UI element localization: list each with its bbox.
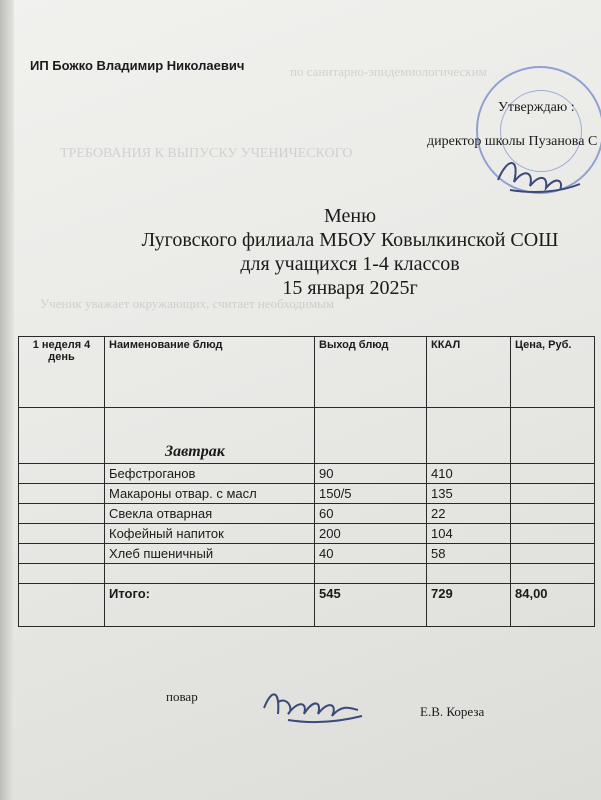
director-signature xyxy=(490,150,585,200)
table-row-empty xyxy=(19,564,595,584)
title-classes: для учащихся 1-4 классов xyxy=(240,253,460,275)
total-portion: 545 xyxy=(315,584,427,627)
dish-kcal: 410 xyxy=(427,464,511,484)
total-label: Итого: xyxy=(105,584,315,627)
director-line: директор школы Пузанова С xyxy=(427,134,598,149)
section-breakfast: Завтрак xyxy=(105,408,315,464)
dish-portion: 40 xyxy=(315,544,427,564)
title-menu: Меню xyxy=(323,205,377,227)
dish-name xyxy=(105,564,315,584)
total-price: 84,00 xyxy=(511,584,595,627)
total-row xyxy=(19,584,595,627)
cook-name: Е.В. Кореза xyxy=(420,704,485,719)
dish-name: Бефстроганов xyxy=(105,464,315,484)
total-kcal: 729 xyxy=(427,584,511,627)
organization-name: ИП Божко Владимир Николаевич xyxy=(30,58,245,73)
dish-kcal xyxy=(427,564,511,584)
table-row xyxy=(19,544,595,564)
header-kcal: ККАЛ xyxy=(427,337,511,408)
title-date: 15 января 2025г xyxy=(282,277,418,299)
menu-table xyxy=(18,336,595,627)
table-row xyxy=(19,504,595,524)
header-dish-name: Наименование блюд xyxy=(105,337,315,408)
bleed-through-text: Ученик уважает окружающих, считает необходимым xyxy=(40,296,335,311)
dish-portion: 150/5 xyxy=(315,484,427,504)
dish-name: Кофейный напиток xyxy=(105,524,315,544)
dish-portion xyxy=(315,564,427,584)
page-edge-shadow xyxy=(0,0,14,800)
cook-label: повар xyxy=(166,689,198,704)
dish-name: Свекла отварная xyxy=(105,504,315,524)
header-portion: Выход блюд xyxy=(315,337,427,408)
bleed-through-text: по санитарно-эпидемиологическим xyxy=(290,64,487,79)
title-branch: Луговского филиала МБОУ Ковылкинской СОШ xyxy=(141,229,559,251)
table-header-row xyxy=(19,337,595,408)
table-row xyxy=(19,484,595,504)
dish-kcal: 22 xyxy=(427,504,511,524)
dish-portion: 200 xyxy=(315,524,427,544)
table-row xyxy=(19,524,595,544)
section-row xyxy=(19,408,595,464)
header-price: Цена, Руб. xyxy=(511,337,595,408)
bleed-through-text: ТРЕБОВАНИЯ К ВЫПУСКУ УЧЕНИЧЕСКОГО xyxy=(60,146,353,161)
cook-signature xyxy=(258,680,368,730)
dish-name: Макароны отвар. с масл xyxy=(105,484,315,504)
dish-kcal: 135 xyxy=(427,484,511,504)
approve-label: Утверждаю : xyxy=(498,100,575,115)
table-row xyxy=(19,464,595,484)
dish-portion: 90 xyxy=(315,464,427,484)
dish-kcal: 58 xyxy=(427,544,511,564)
dish-portion: 60 xyxy=(315,504,427,524)
dish-kcal: 104 xyxy=(427,524,511,544)
dish-name: Хлеб пшеничный xyxy=(105,544,315,564)
header-week-day: 1 неделя 4 день xyxy=(19,337,105,408)
